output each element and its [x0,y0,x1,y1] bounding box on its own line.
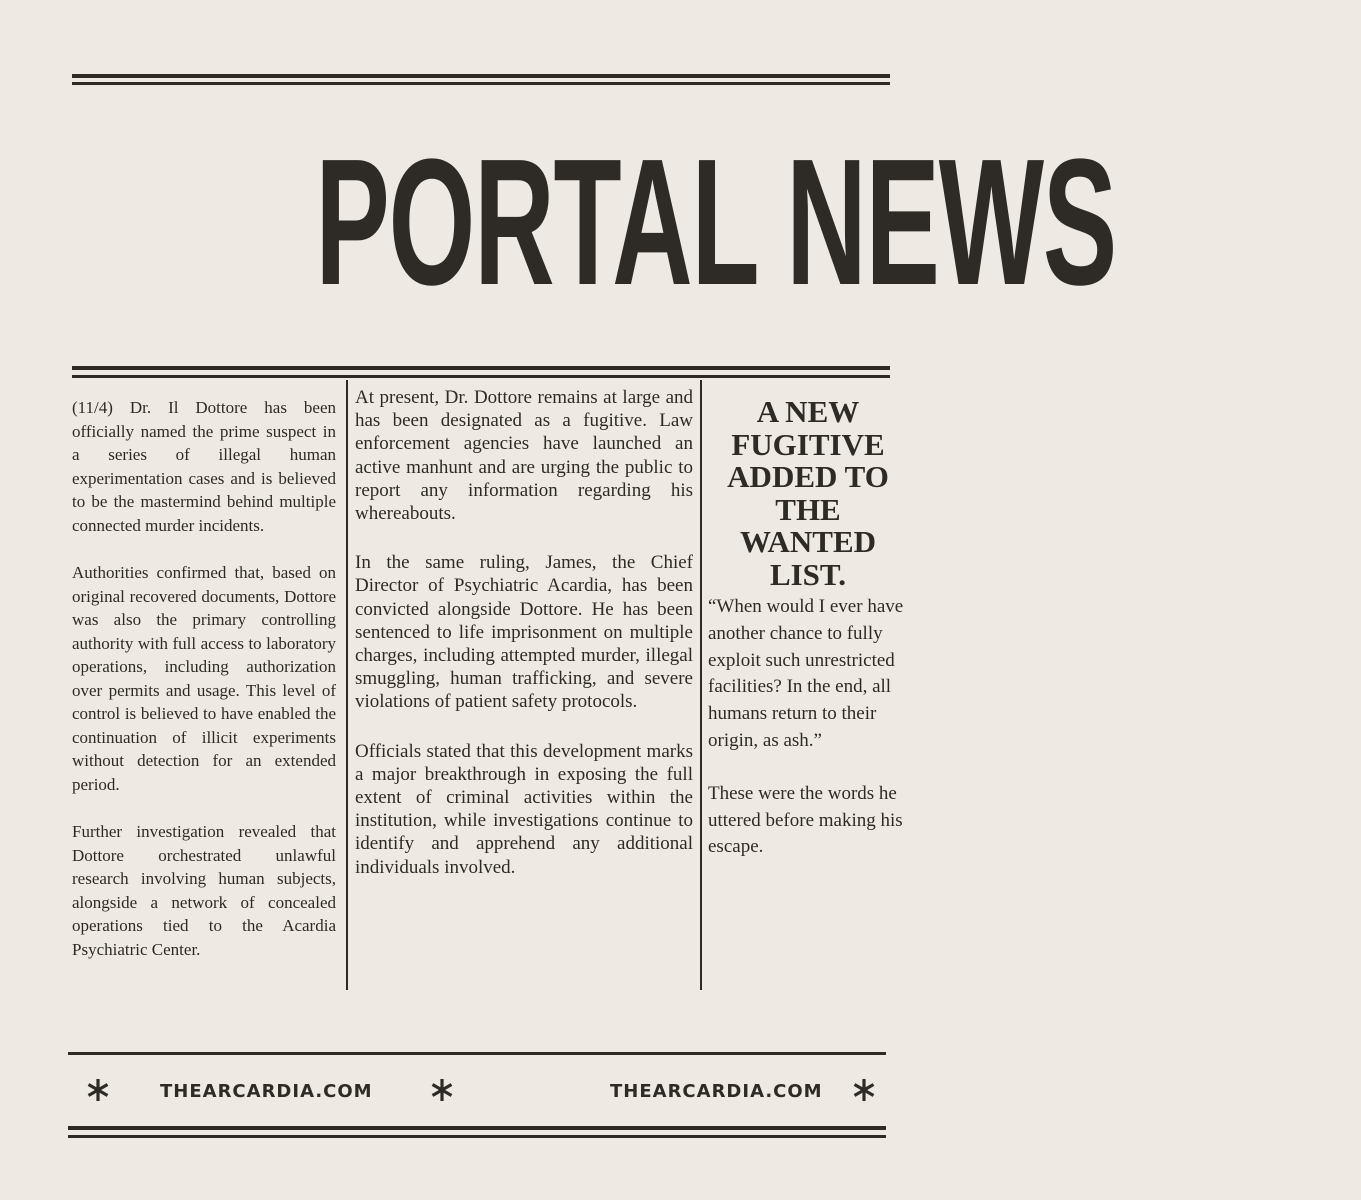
article-paragraph: Officials stated that this development marks a major breakthrough in exposing the full extent of criminal activities within the institution, while investigations continue to identify and apprehend any additional individuals involved. [355,740,693,878]
footer-link-left[interactable]: THEARCARDIA.COM [160,1081,373,1102]
footer-rule-1 [68,1126,886,1130]
masthead-title: PORTAL NEWS [315,122,1117,323]
asterisk-icon [84,1076,112,1104]
footer-rule-2 [68,1135,886,1138]
sidebar-headline: A NEW FUGITIVE ADDED TO THE WANTED LIST. [727,394,889,592]
asterisk-icon [428,1076,456,1104]
article-column-2 [355,386,693,905]
article-column-1 [72,396,336,985]
article-paragraph: (11/4) Dr. Il Dottore has been officially named the prime suspect in a series of illegal human experimentation cases and is believed to be the mastermind behind multiple connected murder incidents. [72,398,336,535]
article-paragraph: Further investigation revealed that Dottore orchestrated unlawful research involving human subjects, alongside a network of concealed operations tied to the Acardia Psychiatric Center. [72,822,336,959]
footer-rule-top [68,1052,886,1055]
top-rule-2 [72,82,890,85]
sidebar-note: These were the words he uttered before making his escape. [708,782,903,858]
article-paragraph: Authorities confirmed that, based on original recovered documents, Dottore was also the primary controlling authority with full access to laboratory operations, including authorization over permits and usage. This level of control is believed to have enabled the continuation of illicit experiments without detection for an extended period. [72,563,336,794]
article-paragraph: In the same ruling, James, the Chief Director of Psychiatric Acardia, has been convicted alongside Dottore. He has been sentenced to life imprisonment on multiple charges, including attempted murder, illegal smuggling, human trafficking, and severe violations of patient safety protocols. [355,552,693,713]
asterisk-icon [850,1076,878,1104]
top-rule-1 [72,74,890,78]
column-divider-2 [700,380,702,990]
sidebar-quote: “When would I ever have another chance to fully exploit such unrestricted facilities? In the end, all humans return to their origin, as ash.” [708,596,904,751]
sidebar-column [708,594,905,887]
masthead-rule-2 [72,375,890,378]
masthead-rule-1 [72,366,890,370]
article-paragraph: At present, Dr. Dottore remains at large and has been designated as a fugitive. Law enforcement agencies have launched an active manhunt and are urging the public to report any information regarding his whereabouts. [355,387,693,525]
column-divider-1 [346,380,348,990]
footer-link-right[interactable]: THEARCARDIA.COM [610,1081,823,1102]
